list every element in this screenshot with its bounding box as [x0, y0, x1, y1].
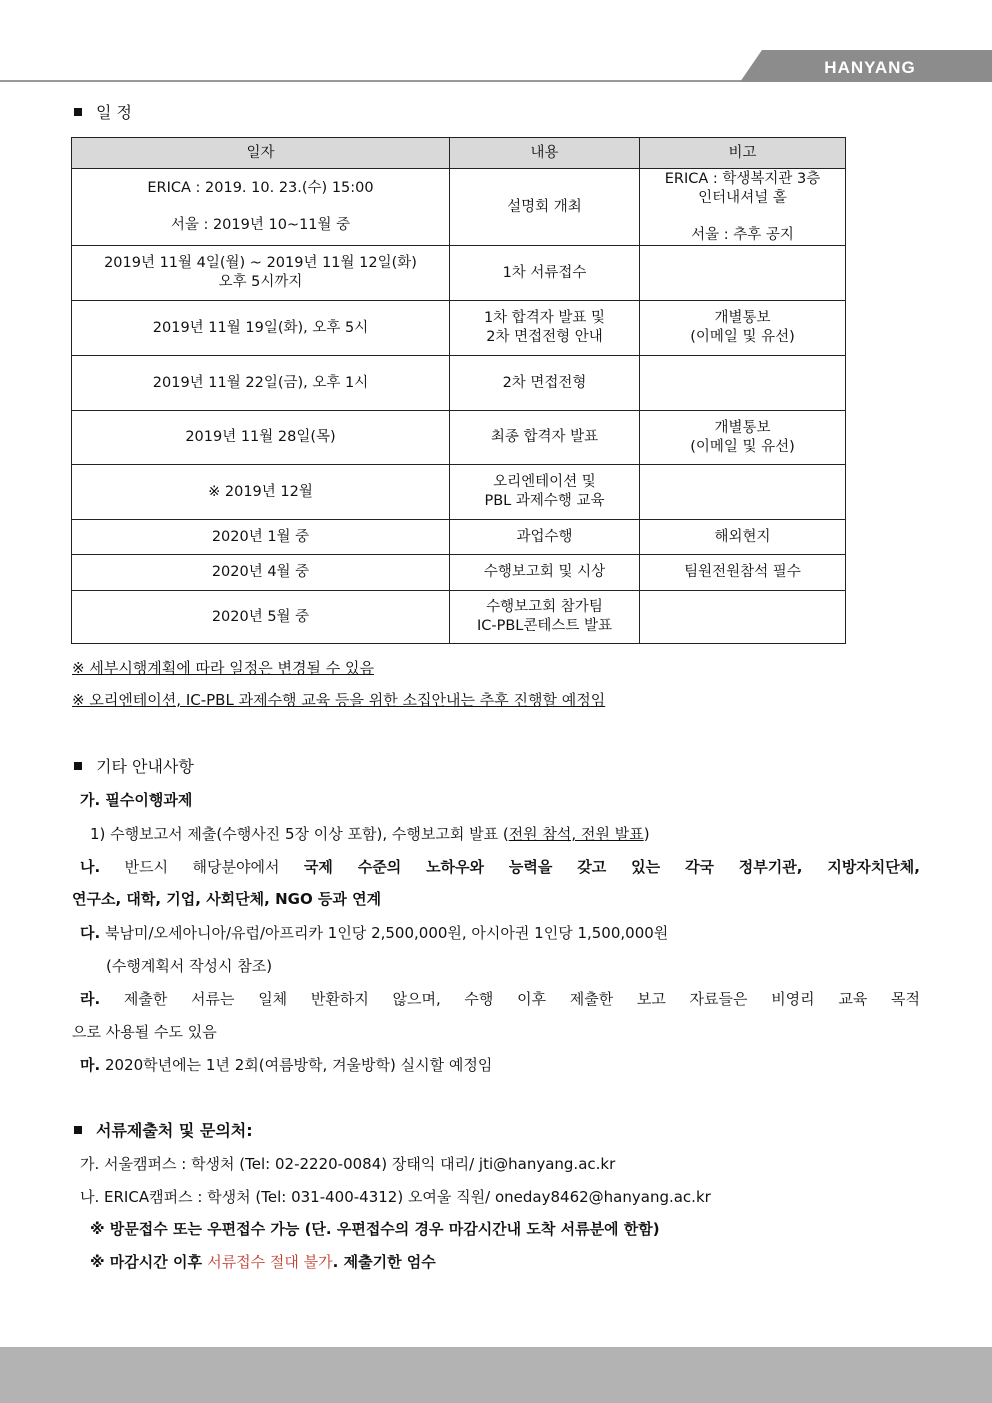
date-cell: 2019년 11월 4일(월) ~ 2019년 11월 12일(화) 오후 5시까지 — [72, 246, 450, 301]
date-cell: ※ 2019년 12월 — [72, 465, 450, 520]
item-ga-label: 가. 필수이행과제 — [80, 791, 193, 809]
table-row — [72, 520, 846, 555]
item-ga-detail: 1) 수행보고서 제출(수행사진 5장 이상 포함), 수행보고회 발표 (전원 참석, 전원 발표) — [90, 825, 650, 843]
date-cell: 2020년 4월 중 — [72, 555, 450, 591]
table-row — [72, 356, 846, 411]
note-cell: 팀원전원참석 필수 — [640, 555, 846, 591]
note-cell — [640, 246, 846, 301]
contact-erica: 나. ERICA캠퍼스 : 학생처 (Tel: 031-400-4312) 오여울 직원/ oneday8462@hanyang.ac.kr — [80, 1188, 711, 1206]
item-na-continued: 연구소, 대학, 기업, 사회단체, NGO 등과 연계 — [72, 890, 382, 908]
header-rule — [0, 80, 752, 82]
item-da: 다. 북남미/오세아니아/유럽/아프리카 1인당 2,500,000원, 아시아권 1인당 1,500,000원 — [80, 924, 669, 942]
date-cell: 2019년 11월 22일(금), 오후 1시 — [72, 356, 450, 411]
table-row — [72, 465, 846, 520]
content-cell: 1차 합격자 발표 및 2차 면접전형 안내 — [450, 301, 640, 356]
item-ra-continued: 으로 사용될 수도 있음 — [72, 1023, 217, 1041]
table-row — [72, 301, 846, 356]
note-cell: ERICA : 학생복지관 3층 인터내셔널 홀 서울 : 추후 공지 — [640, 169, 846, 246]
content-cell: 수행보고회 및 시상 — [450, 555, 640, 591]
square-bullet-icon — [74, 762, 82, 770]
contact-heading — [74, 1121, 253, 1141]
table-row — [72, 411, 846, 465]
table-header-row — [72, 138, 846, 169]
etc-heading — [74, 757, 194, 777]
content-cell: 과업수행 — [450, 520, 640, 555]
date-cell: 2019년 11월 28일(목) — [72, 411, 450, 465]
table-row — [72, 169, 846, 246]
schedule-note: ※ 오리엔테이션, IC-PBL 과제수행 교육 등을 위한 소집안내는 추후 진행할 예정임 — [72, 691, 606, 709]
square-bullet-icon — [74, 108, 82, 116]
column-header-content: 내용 — [450, 138, 640, 169]
column-header-date: 일자 — [72, 138, 450, 169]
schedule-heading — [74, 103, 132, 123]
schedule-table — [71, 137, 846, 644]
content-cell: 수행보고회 참가팀 IC-PBL콘테스트 발표 — [450, 591, 640, 644]
square-bullet-icon — [74, 1126, 82, 1134]
contact-note-submission: ※ 방문접수 또는 우편접수 가능 (단. 우편접수의 경우 마감시간내 도착 서류분에 한함) — [90, 1220, 660, 1238]
note-cell: 개별통보 (이메일 및 유선) — [640, 411, 846, 465]
date-cell: 2020년 5월 중 — [72, 591, 450, 644]
column-header-note: 비고 — [640, 138, 846, 169]
schedule-note: ※ 세부시행계획에 따라 일정은 변경될 수 있음 — [72, 659, 374, 677]
content-cell: 1차 서류접수 — [450, 246, 640, 301]
date-cell: 2019년 11월 19일(화), 오후 5시 — [72, 301, 450, 356]
contact-seoul: 가. 서울캠퍼스 : 학생처 (Tel: 02-2220-0084) 장태익 대리/ jti@hanyang.ac.kr — [80, 1155, 616, 1173]
content-cell: 최종 합격자 발표 — [450, 411, 640, 465]
date-cell: 2020년 1월 중 — [72, 520, 450, 555]
table-row — [72, 555, 846, 591]
item-ra: 라. 제출한 서류는 일체 반환하지 않으며, 수행 이후 제출한 보고 자료들은 비영리 교육 목적 — [80, 990, 920, 1008]
note-cell — [640, 356, 846, 411]
deadline-warning: 서류접수 절대 불가 — [207, 1253, 333, 1271]
item-da-sub: (수행계획서 작성시 참조) — [106, 957, 273, 975]
table-row — [72, 246, 846, 301]
content-cell: 2차 면접전형 — [450, 356, 640, 411]
item-ma: 마. 2020학년에는 1년 2회(여름방학, 겨울방학) 실시할 예정임 — [80, 1056, 493, 1074]
date-cell: ERICA : 2019. 10. 23.(수) 15:00 서울 : 2019년 10~11월 중 — [72, 169, 450, 246]
schedule-heading-text: 일 정 — [96, 103, 132, 122]
contact-heading-text: 서류제출처 및 문의처: — [96, 1121, 253, 1140]
brand-logo-text: HANYANG UNIVERSITY — [813, 58, 927, 101]
note-cell — [640, 591, 846, 644]
content-cell: 오리엔테이션 및 PBL 과제수행 교육 — [450, 465, 640, 520]
etc-heading-text: 기타 안내사항 — [96, 757, 194, 776]
item-na: 나. 반드시 해당분야에서 국제 수준의 노하우와 능력을 갖고 있는 각국 정부기관, 지방자치단체, — [80, 858, 920, 876]
note-cell — [640, 465, 846, 520]
note-cell: 개별통보 (이메일 및 유선) — [640, 301, 846, 356]
note-cell: 해외현지 — [640, 520, 846, 555]
content-cell: 설명회 개최 — [450, 169, 640, 246]
footer-bar — [0, 1347, 992, 1403]
table-row — [72, 591, 846, 644]
contact-note-deadline: ※ 마감시간 이후 서류접수 절대 불가. 제출기한 엄수 — [90, 1253, 436, 1271]
